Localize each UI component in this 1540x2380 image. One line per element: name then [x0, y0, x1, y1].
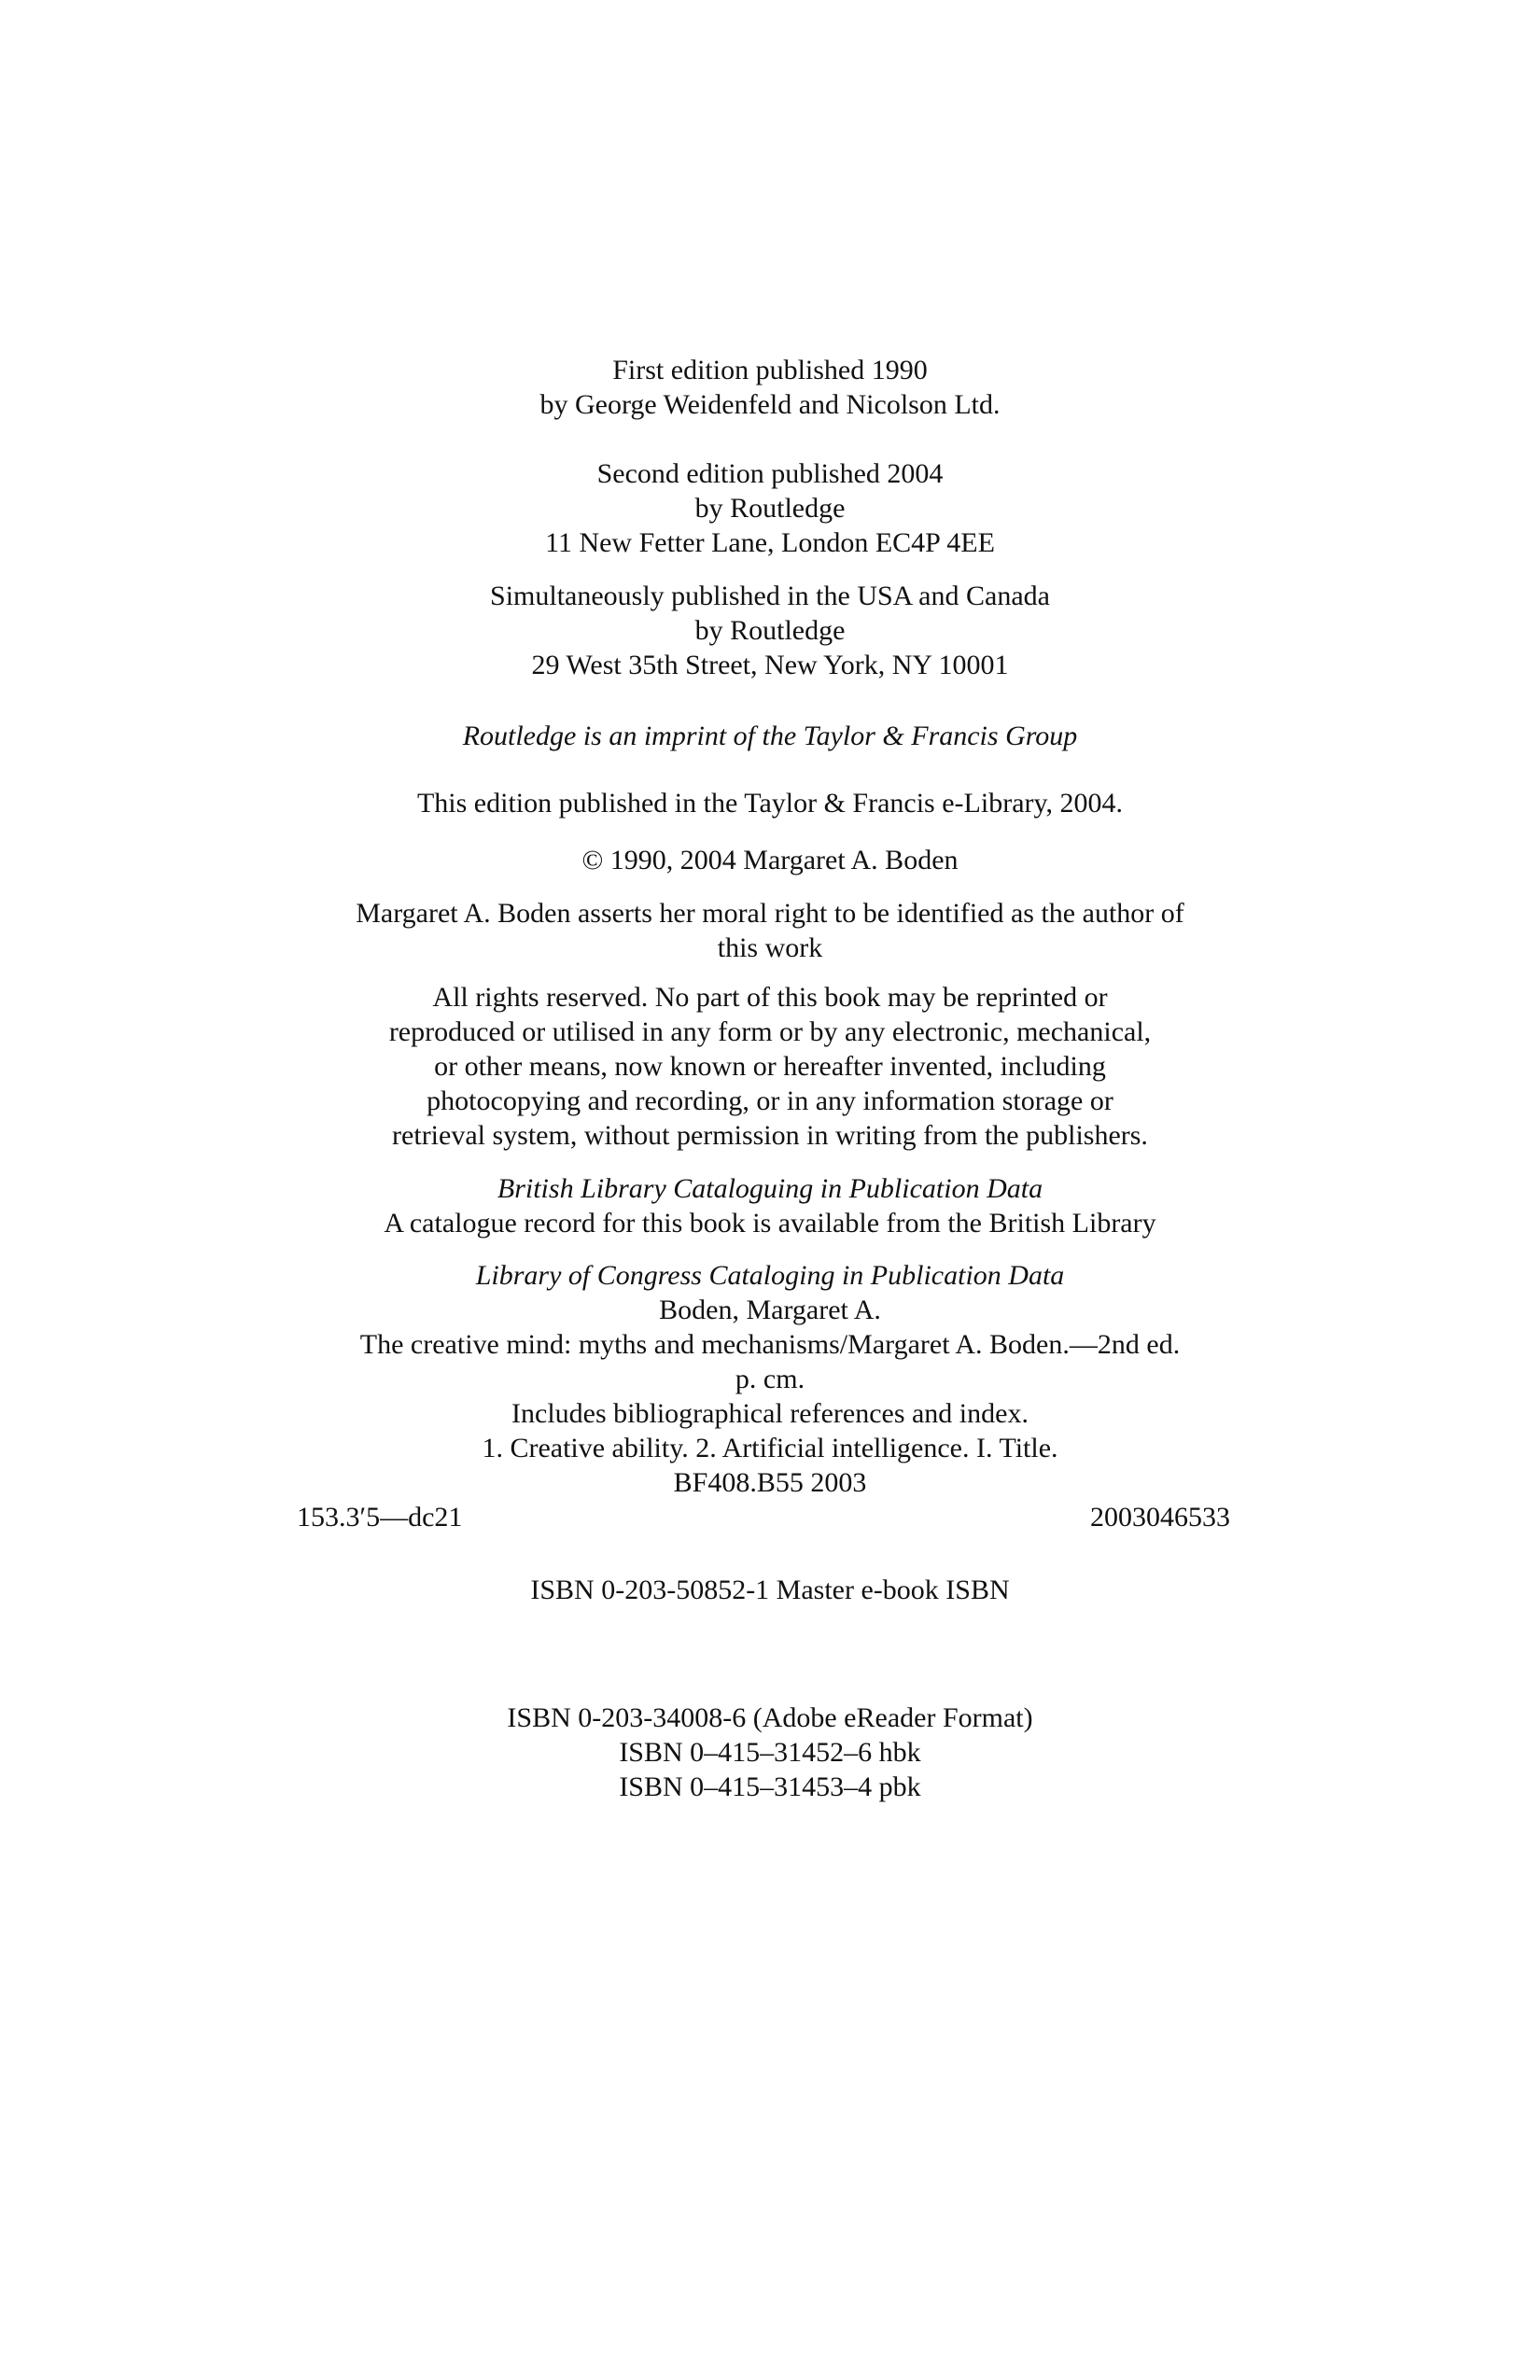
- simultaneous-line: Simultaneously published in the USA and Canada: [490, 581, 1050, 611]
- loc-block: [280, 1258, 1260, 1500]
- isbn-master-block: [280, 1573, 1260, 1607]
- first-edition-publisher: by George Weidenfeld and Nicolson Ltd.: [539, 389, 1001, 420]
- rights-line-5: retrieval system, without permission in writing from the publishers.: [392, 1120, 1148, 1151]
- rights-line-4: photocopying and recording, or in any information storage or: [427, 1085, 1113, 1116]
- ebook-edition-text: This edition published in the Taylor & Francis e-Library, 2004.: [416, 788, 1124, 819]
- first-edition-line: First edition published 1990: [612, 355, 928, 385]
- copyright-text: © 1990, 2004 Margaret A. Boden: [581, 845, 959, 875]
- isbn-adobe: ISBN 0-203-34008-6 (Adobe eReader Format): [507, 1702, 1033, 1733]
- loc-pagination: p. cm.: [735, 1364, 805, 1394]
- rights-line-1: All rights reserved. No part of this book may be reprinted or: [432, 982, 1108, 1013]
- simultaneous-address: 29 West 35th Street, New York, NY 10001: [531, 650, 1009, 680]
- simultaneous-block: [280, 579, 1260, 682]
- moral-right-block: [280, 896, 1260, 965]
- imprint-note: [280, 719, 1260, 753]
- moral-right-line-2: this work: [717, 932, 823, 963]
- loc-author: Boden, Margaret A.: [659, 1295, 881, 1325]
- isbn-hbk: ISBN 0–415–31452–6 hbk: [619, 1737, 921, 1768]
- isbn-pbk: ISBN 0–415–31453–4 pbk: [619, 1771, 921, 1802]
- second-edition-publisher: by Routledge: [694, 493, 846, 524]
- second-edition-address: 11 New Fetter Lane, London EC4P 4EE: [545, 527, 995, 558]
- dewey-number: 153.3′5—dc21: [297, 1502, 463, 1533]
- lccn-number: 2003046533: [1090, 1502, 1230, 1533]
- loc-includes: Includes bibliographical references and index.: [511, 1398, 1029, 1429]
- rights-line-3: or other means, now known or hereafter invented, including: [434, 1051, 1106, 1082]
- isbn-list: [280, 1701, 1260, 1804]
- rights-block: [280, 980, 1260, 1153]
- moral-right-line-1: Margaret A. Boden asserts her moral right to be identified as the author of: [356, 898, 1184, 929]
- classification-row: [297, 1500, 1230, 1534]
- loc-title: The creative mind: myths and mechanisms/Margaret A. Boden.—2nd ed.: [359, 1329, 1181, 1360]
- loc-call-number: BF408.B55 2003: [673, 1467, 867, 1498]
- british-library-text: A catalogue record for this book is available from the British Library: [384, 1208, 1156, 1239]
- loc-subjects: 1. Creative ability. 2. Artificial intelligence. I. Title.: [482, 1433, 1058, 1463]
- rights-line-2: reproduced or utilised in any form or by any electronic, mechanical,: [388, 1016, 1152, 1047]
- loc-heading: Library of Congress Cataloging in Publication Data: [475, 1260, 1065, 1291]
- simultaneous-publisher: by Routledge: [694, 615, 846, 646]
- second-edition-block: [280, 456, 1260, 560]
- first-edition-block: [280, 353, 1260, 422]
- ebook-edition-note: [280, 786, 1260, 820]
- isbn-master: ISBN 0-203-50852-1 Master e-book ISBN: [530, 1575, 1010, 1605]
- second-edition-line: Second edition published 2004: [596, 458, 944, 489]
- british-library-heading: British Library Cataloguing in Publication Data: [497, 1173, 1043, 1204]
- copyright-notice: [280, 843, 1260, 877]
- imprint-text: Routledge is an imprint of the Taylor & Francis Group: [462, 721, 1078, 751]
- british-library-block: [280, 1171, 1260, 1240]
